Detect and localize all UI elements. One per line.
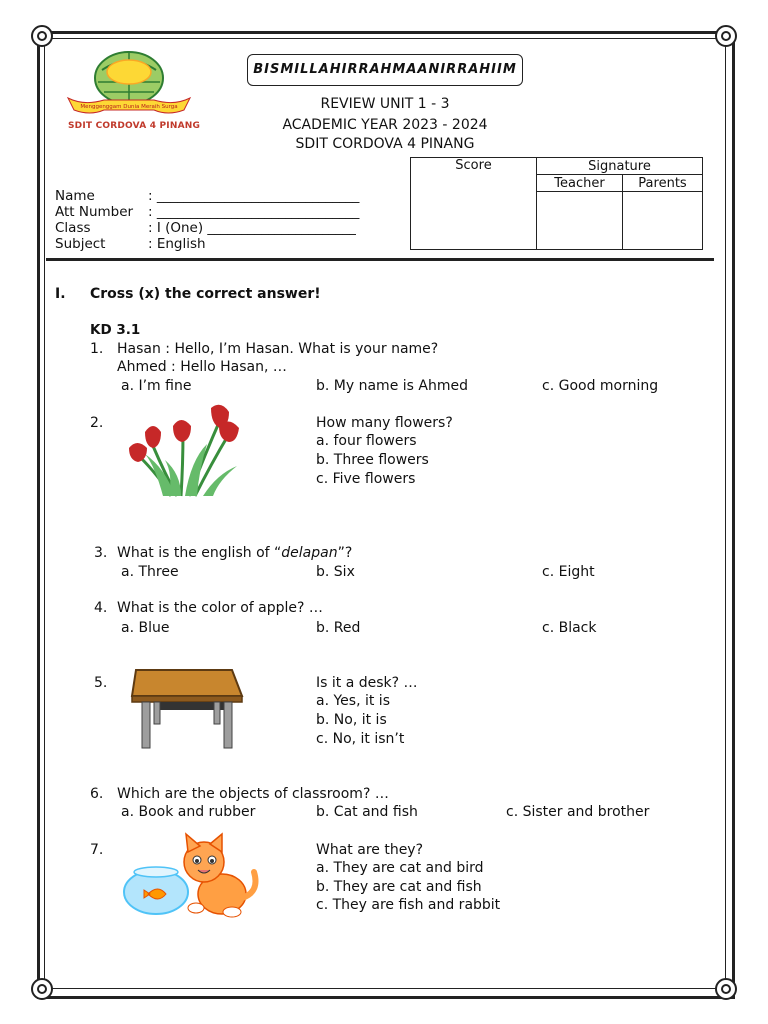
question-text: Hasan : Hello, I’m Hasan. What is your name? xyxy=(117,341,439,357)
signature-header: Signature xyxy=(537,158,703,175)
att-number-field[interactable]: : ______________________________ xyxy=(148,204,360,220)
subject-value: : English xyxy=(148,236,206,252)
tulip-flowers-image xyxy=(125,404,243,500)
option-c[interactable]: c. Good morning xyxy=(542,378,659,394)
question-number: 5. xyxy=(94,675,108,691)
question-keyword: delapan xyxy=(281,545,338,561)
class-label: Class xyxy=(55,220,91,236)
option-a[interactable]: a. I’m fine xyxy=(121,378,192,394)
question-number: 1. xyxy=(90,341,104,357)
score-header: Score xyxy=(411,158,537,250)
question-text: Which are the objects of classroom? … xyxy=(117,786,389,802)
section-instruction: Cross (x) the correct answer! xyxy=(90,286,321,302)
teacher-signature-cell[interactable] xyxy=(537,192,623,250)
question-number: 6. xyxy=(90,786,104,802)
option-c[interactable]: c. Eight xyxy=(542,564,595,580)
corner-ornament-icon xyxy=(31,25,53,47)
name-label: Name xyxy=(55,188,95,204)
option-b[interactable]: b. Three flowers xyxy=(316,452,429,468)
question-text: Is it a desk? … xyxy=(316,675,418,691)
option-c[interactable]: c. Black xyxy=(542,620,597,636)
class-field[interactable]: : I (One) ______________________ xyxy=(148,220,356,236)
option-b[interactable]: b. Cat and fish xyxy=(316,804,418,820)
option-c[interactable]: c. They are fish and rabbit xyxy=(316,897,501,913)
parents-signature-cell[interactable] xyxy=(623,192,703,250)
option-c[interactable]: c. Five flowers xyxy=(316,471,416,487)
question-text: What is the color of apple? … xyxy=(117,600,323,616)
corner-ornament-icon xyxy=(31,978,53,1000)
option-a[interactable]: a. Blue xyxy=(121,620,170,636)
score-table xyxy=(410,157,703,250)
option-a[interactable]: a. Book and rubber xyxy=(121,804,256,820)
question-text: How many flowers? xyxy=(316,415,453,431)
question-text xyxy=(117,545,352,561)
option-b[interactable]: b. Six xyxy=(316,564,355,580)
question-text-start: What is the english of “ xyxy=(117,545,282,561)
school-logo xyxy=(64,48,194,120)
option-b[interactable]: b. My name is Ahmed xyxy=(316,378,468,394)
question-number: 2. xyxy=(90,415,104,431)
option-a[interactable]: a. They are cat and bird xyxy=(316,860,484,876)
teacher-header: Teacher xyxy=(537,175,623,192)
corner-ornament-icon xyxy=(715,25,737,47)
title-academic-year: ACADEMIC YEAR 2023 - 2024 xyxy=(282,117,488,133)
cat-and-fishbowl-image xyxy=(122,832,260,920)
title-school-name: SDIT CORDOVA 4 PINANG xyxy=(295,136,475,152)
kd-label: KD 3.1 xyxy=(90,322,141,338)
option-b[interactable]: b. No, it is xyxy=(316,712,387,728)
question-number: 3. xyxy=(94,545,108,561)
corner-ornament-icon xyxy=(715,978,737,1000)
option-a[interactable]: a. four flowers xyxy=(316,433,417,449)
subject-label: Subject xyxy=(55,236,106,252)
option-b[interactable]: b. They are cat and fish xyxy=(316,879,482,895)
bismillah-heading: BISMILLAHIRRAHMAANIRRAHIIM xyxy=(247,54,523,86)
logo-school-name: SDIT CORDOVA 4 PINANG xyxy=(68,121,201,131)
question-text-end: ”? xyxy=(337,545,353,561)
att-number-label: Att Number xyxy=(55,204,134,220)
title-review-unit: REVIEW UNIT 1 - 3 xyxy=(320,96,450,112)
header-divider xyxy=(46,258,714,261)
option-b[interactable]: b. Red xyxy=(316,620,361,636)
question-number: 4. xyxy=(94,600,108,616)
question-text-line2: Ahmed : Hello Hasan, … xyxy=(117,359,287,375)
desk-image xyxy=(128,666,246,752)
question-text: What are they? xyxy=(316,842,424,858)
section-number: I. xyxy=(55,286,66,302)
option-a[interactable]: a. Three xyxy=(121,564,179,580)
question-number: 7. xyxy=(90,842,104,858)
option-a[interactable]: a. Yes, it is xyxy=(316,693,390,709)
logo-banner-text: Menggenggam Dunia Meraih Surga xyxy=(80,104,178,110)
name-field[interactable]: : ______________________________ xyxy=(148,188,360,204)
option-c[interactable]: c. No, it isn’t xyxy=(316,731,405,747)
option-c[interactable]: c. Sister and brother xyxy=(506,804,650,820)
parents-header: Parents xyxy=(623,175,703,192)
